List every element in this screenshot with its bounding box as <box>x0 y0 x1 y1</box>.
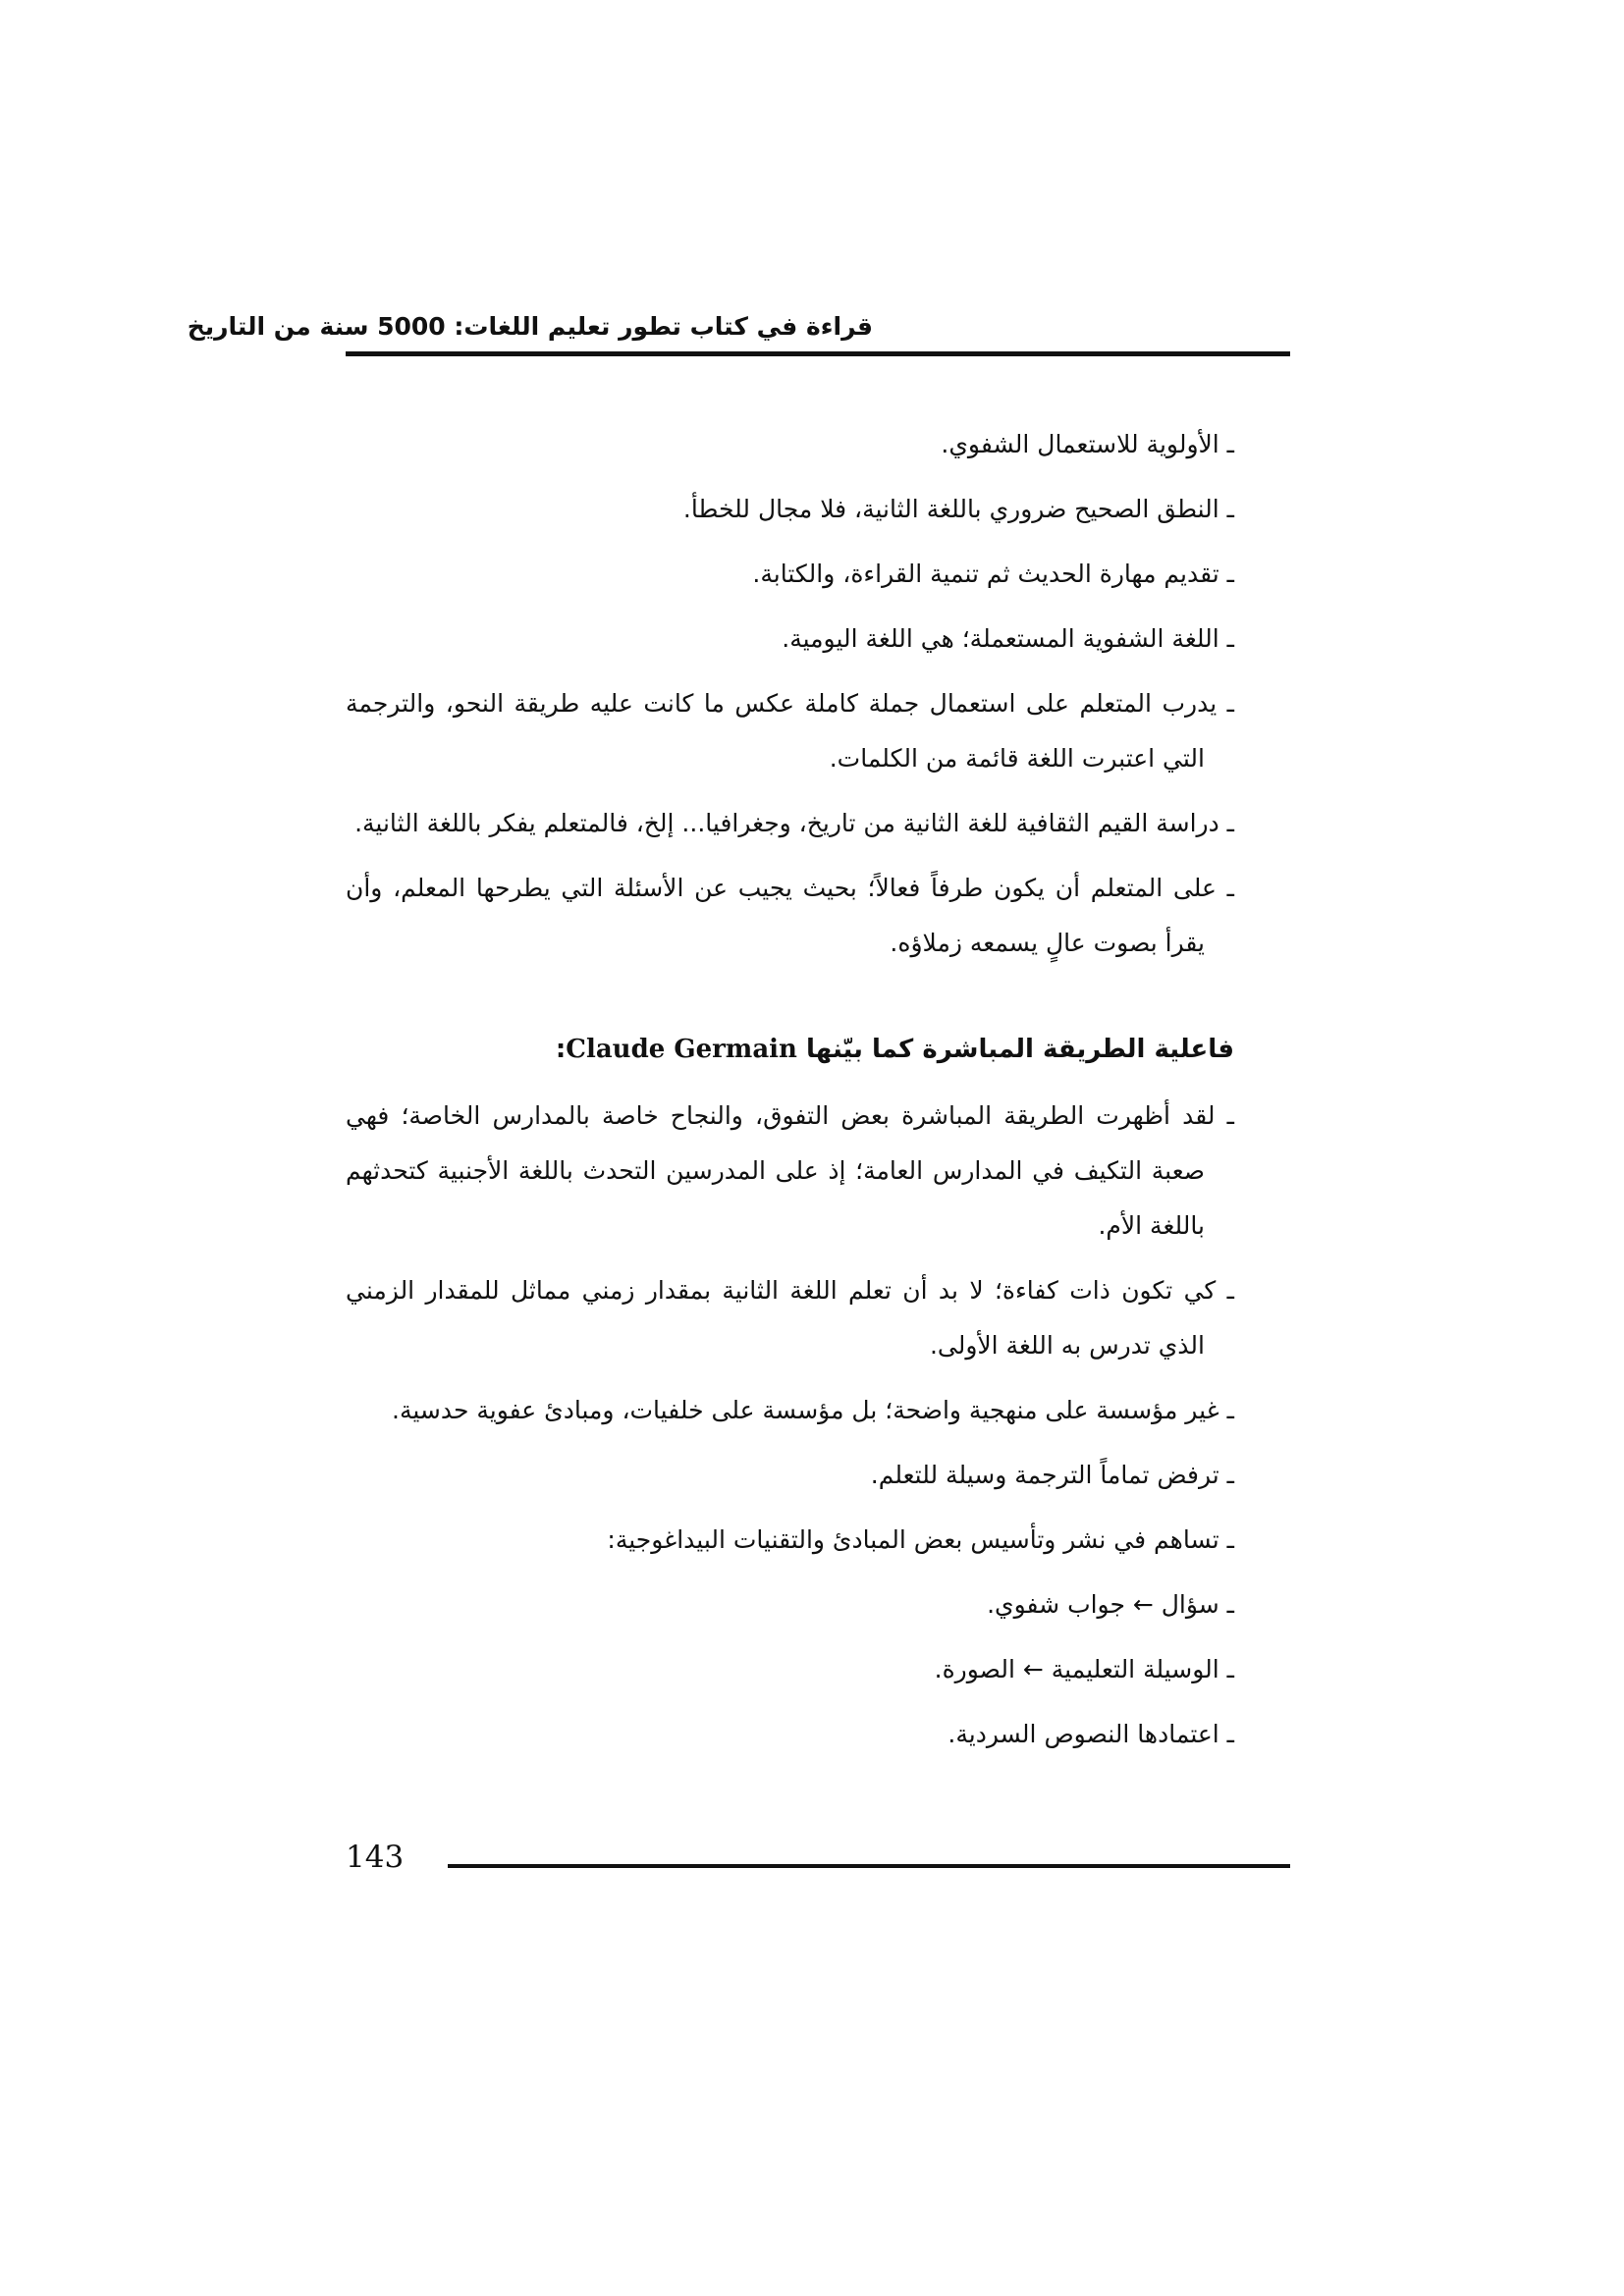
section-heading-arabic: فاعلية الطريقة المباشرة كما بيّنها <box>806 1035 1234 1064</box>
section-heading-colon: : <box>555 1035 567 1064</box>
page-number: 143 <box>346 1840 405 1875</box>
list-item: ـ يدرب المتعلم على استعمال جملة كاملة عكس ما كانت عليه طريقة النحو، والترجمة التي اعتبرت اللغة قائمة من الكلمات. <box>346 689 1234 773</box>
list-item: ـ سؤال ← جواب شفوي. <box>987 1590 1234 1619</box>
list-item: ـ ترفض تماماً الترجمة وسيلة للتعلم. <box>870 1461 1234 1489</box>
list-item: ـ لقد أظهرت الطريقة المباشرة بعض التفوق، والنجاح خاصة بالمدارس الخاصة؛ فهي صعبة التكيف في المدارس العامة؛ إذ على المدرسين التحدث باللغة الأجنبية كتحدثهم باللغة الأم. <box>346 1101 1234 1240</box>
list-item: ـ دراسة القيم الثقافية للغة الثانية من تاريخ، وجغرافيا... إلخ، فالمتعلم يفكر باللغة الثانية. <box>354 809 1234 837</box>
list-item: ـ الوسيلة التعليمية ← الصورة. <box>934 1655 1234 1683</box>
list-item: ـ تقديم مهارة الحديث ثم تنمية القراءة، والكتابة. <box>752 560 1234 588</box>
list-item: ـ تساهم في نشر وتأسيس بعض المبادئ والتقنيات البيداغوجية: <box>607 1525 1234 1554</box>
list-item: ـ على المتعلم أن يكون طرفاً فعالاً؛ بحيث يجيب عن الأسئلة التي يطرحها المعلم، وأن يقرأ بصوت عالٍ يسمعه زملاؤه. <box>346 874 1234 957</box>
list-item: ـ النطق الصحيح ضروري باللغة الثانية، فلا مجال للخطأ. <box>682 495 1234 523</box>
section-heading <box>346 1022 1234 1077</box>
list-item: ـ كي تكون ذات كفاءة؛ لا بد أن تعلم اللغة الثانية بمقدار زمني مماثل للمقدار الزمني الذي تدرس به اللغة الأولى. <box>346 1276 1234 1360</box>
running-header-title: قراءة في كتاب تطور تعليم اللغات: 5000 سنة من التاريخ <box>187 312 873 341</box>
list-item: ـ اللغة الشفوية المستعملة؛ هي اللغة اليومية. <box>782 624 1234 653</box>
list-item: ـ الأولوية للاستعمال الشفوي. <box>941 430 1234 458</box>
footer-divider <box>448 1864 1290 1868</box>
section-heading-author: Claude Germain <box>566 1035 797 1064</box>
list-item: ـ اعتمادها النصوص السردية. <box>947 1720 1234 1748</box>
list-item: ـ غير مؤسسة على منهجية واضحة؛ بل مؤسسة على خلفيات، ومبادئ عفوية حدسية. <box>392 1396 1234 1424</box>
header-divider <box>346 351 1290 356</box>
page-body <box>346 417 1234 1772</box>
